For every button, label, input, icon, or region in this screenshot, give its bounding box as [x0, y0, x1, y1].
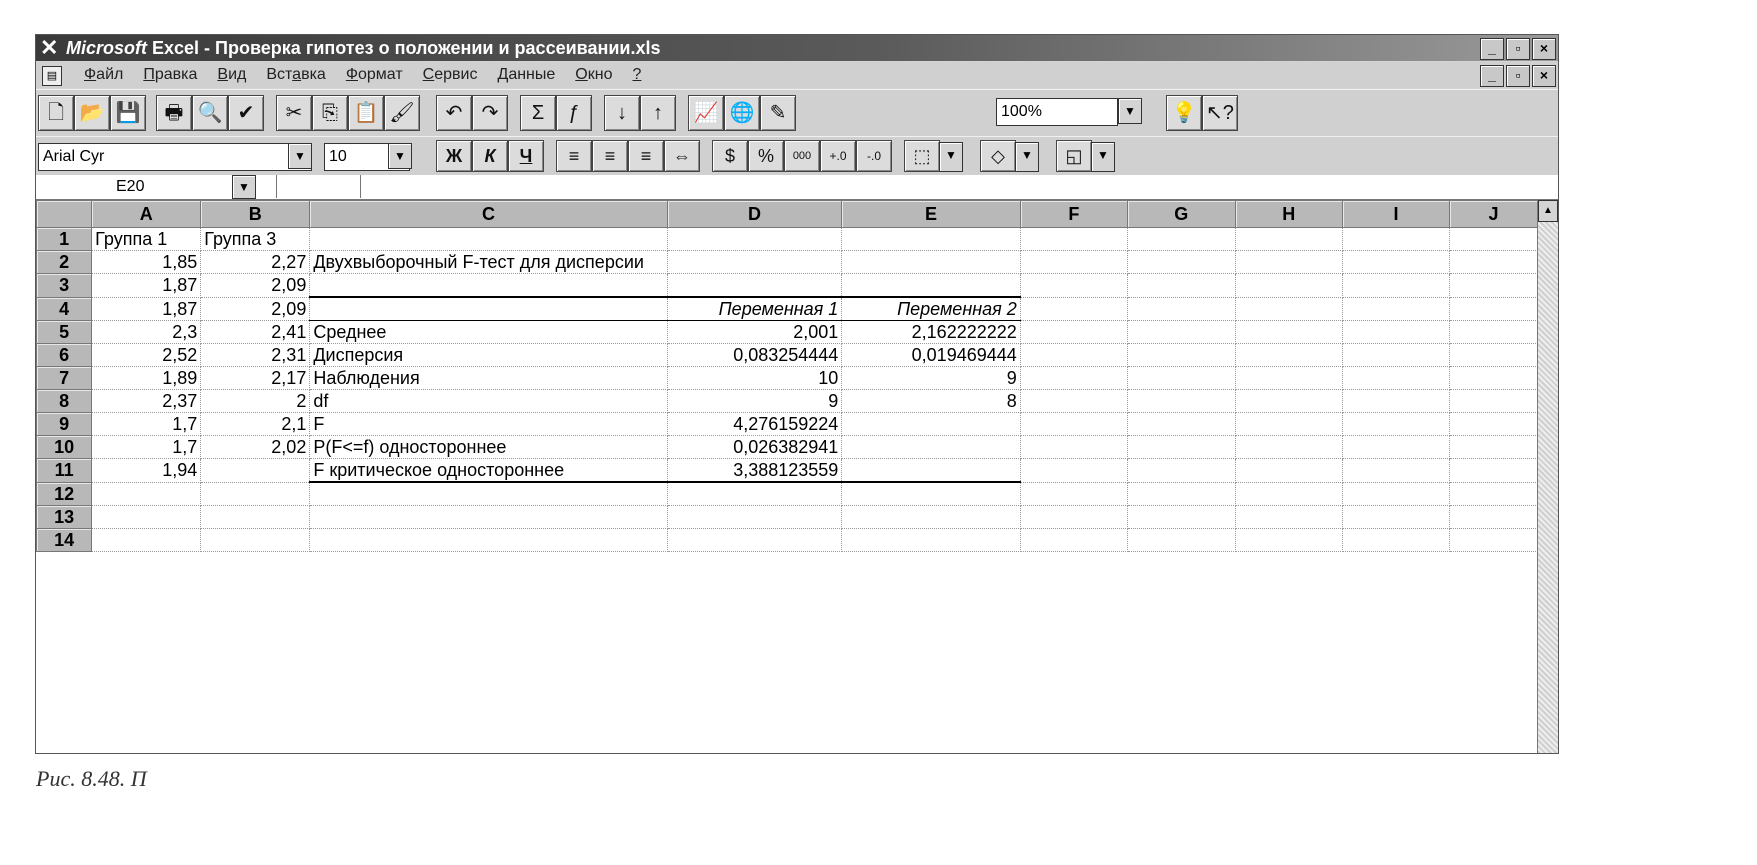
sort-ascending-icon[interactable]: ↓ — [604, 95, 640, 131]
cell-g[interactable] — [1128, 228, 1235, 251]
column-header[interactable]: A — [92, 201, 201, 228]
cell-j[interactable] — [1450, 321, 1538, 344]
cell-b[interactable]: Группа 3 — [201, 228, 310, 251]
cell-j[interactable] — [1450, 413, 1538, 436]
cell-j[interactable] — [1450, 228, 1538, 251]
cell-h[interactable] — [1235, 390, 1342, 413]
cell-a[interactable]: 1,7 — [92, 413, 201, 436]
cell-d[interactable]: 0,083254444 — [667, 344, 842, 367]
cell-j[interactable] — [1450, 529, 1538, 552]
cell-d[interactable] — [667, 251, 842, 274]
row-header[interactable]: 3 — [37, 274, 92, 298]
menu-item[interactable]: Правка — [143, 66, 198, 83]
align-right-icon[interactable]: ≡ — [628, 140, 664, 172]
column-header[interactable]: J — [1450, 201, 1538, 228]
save-icon[interactable]: 💾 — [110, 95, 146, 131]
table-row — [37, 274, 1538, 298]
table-row — [37, 251, 1538, 274]
cell-e[interactable] — [842, 251, 1020, 274]
help-icon[interactable]: ↖? — [1202, 95, 1238, 131]
cell-g[interactable] — [1128, 297, 1235, 321]
paste-icon[interactable]: 📋 — [348, 95, 384, 131]
excel-icon: ✕ — [40, 35, 59, 60]
fill-dropdown-icon[interactable]: ▼ — [1015, 142, 1039, 172]
decrease-decimal-icon[interactable]: -.0 — [856, 140, 892, 172]
doc-close-button[interactable]: × — [1532, 65, 1556, 87]
cell-g[interactable] — [1128, 390, 1235, 413]
row-header[interactable]: 1 — [37, 228, 92, 251]
cell-h[interactable] — [1235, 228, 1342, 251]
cell-d[interactable]: 2,001 — [667, 321, 842, 344]
cell-f[interactable] — [1020, 506, 1127, 529]
table-row — [37, 482, 1538, 506]
formula-input[interactable] — [360, 175, 1558, 198]
cell-a[interactable]: 2,52 — [92, 344, 201, 367]
italic-button[interactable]: К — [472, 140, 508, 172]
cell-h[interactable] — [1235, 321, 1342, 344]
cell-b[interactable]: 2,02 — [201, 436, 310, 459]
cell-d[interactable]: Переменная 1 — [667, 297, 842, 321]
undo-icon[interactable]: ↶ — [436, 95, 472, 131]
cell-b[interactable]: 2 — [201, 390, 310, 413]
cell-g[interactable] — [1128, 274, 1235, 298]
row-header[interactable]: 7 — [37, 367, 92, 390]
cell-b[interactable]: 2,09 — [201, 274, 310, 298]
cell-e[interactable]: 8 — [842, 390, 1020, 413]
cell-f[interactable] — [1020, 228, 1127, 251]
row-header[interactable]: 14 — [37, 529, 92, 552]
cell-j[interactable] — [1450, 297, 1538, 321]
cell-i[interactable] — [1342, 274, 1449, 298]
table-row — [37, 228, 1538, 251]
cell-c[interactable]: Среднее — [310, 321, 667, 344]
document-controls — [1480, 65, 1556, 87]
cell-c[interactable]: F критическое одностороннее — [310, 459, 667, 483]
cell-g[interactable] — [1128, 367, 1235, 390]
formatting-toolbar — [36, 136, 1558, 176]
cell-d[interactable]: 3,388123559 — [667, 459, 842, 483]
cell-e[interactable]: 0,019469444 — [842, 344, 1020, 367]
cell-c[interactable]: F — [310, 413, 667, 436]
align-left-icon[interactable]: ≡ — [556, 140, 592, 172]
cell-d[interactable] — [667, 506, 842, 529]
copy-icon[interactable]: ⎘ — [312, 95, 348, 131]
cell-a[interactable] — [92, 529, 201, 552]
cell-i[interactable] — [1342, 344, 1449, 367]
table-row — [37, 321, 1538, 344]
borders-icon[interactable]: ⬚ — [904, 140, 940, 172]
cell-f[interactable] — [1020, 274, 1127, 298]
row-header[interactable]: 10 — [37, 436, 92, 459]
cell-e[interactable]: 9 — [842, 367, 1020, 390]
cell-c[interactable] — [310, 228, 667, 251]
cell-i[interactable] — [1342, 321, 1449, 344]
font-color-dropdown-icon[interactable]: ▼ — [1091, 142, 1115, 172]
cell-i[interactable] — [1342, 390, 1449, 413]
cell-i[interactable] — [1342, 367, 1449, 390]
cell-c[interactable]: Дисперсия — [310, 344, 667, 367]
bold-button[interactable]: Ж — [436, 140, 472, 172]
cell-g[interactable] — [1128, 436, 1235, 459]
increase-decimal-icon[interactable]: +.0 — [820, 140, 856, 172]
menu-item[interactable]: Вставка — [266, 66, 326, 83]
table-row — [37, 413, 1538, 436]
row-header[interactable]: 4 — [37, 297, 92, 321]
menu-item[interactable]: Сервис — [422, 66, 478, 83]
cell-c[interactable] — [310, 274, 667, 298]
size-dropdown-icon[interactable]: ▼ — [388, 143, 412, 169]
table-row — [37, 529, 1538, 552]
cell-c[interactable] — [310, 506, 667, 529]
minimize-button[interactable]: _ — [1480, 38, 1504, 60]
fill-color-icon[interactable]: ◇ — [980, 140, 1016, 172]
cell-f[interactable] — [1020, 459, 1127, 483]
cell-b[interactable]: 2,27 — [201, 251, 310, 274]
cell-e[interactable] — [842, 413, 1020, 436]
menu-bar — [36, 62, 1558, 88]
cell-a[interactable]: 1,7 — [92, 436, 201, 459]
row-header[interactable]: 6 — [37, 344, 92, 367]
name-box-dropdown-icon[interactable]: ▼ — [232, 175, 256, 199]
formula-bar — [36, 175, 1558, 200]
cell-h[interactable] — [1235, 459, 1342, 483]
cell-f[interactable] — [1020, 413, 1127, 436]
cell-g[interactable] — [1128, 251, 1235, 274]
cell-e[interactable]: Переменная 2 — [842, 297, 1020, 321]
cell-g[interactable] — [1128, 413, 1235, 436]
borders-dropdown-icon[interactable]: ▼ — [939, 142, 963, 172]
row-header[interactable]: 9 — [37, 413, 92, 436]
cell-i[interactable] — [1342, 413, 1449, 436]
cell-j[interactable] — [1450, 367, 1538, 390]
row-header[interactable]: 2 — [37, 251, 92, 274]
redo-icon[interactable]: ↷ — [472, 95, 508, 131]
autosum-icon[interactable]: Σ — [520, 95, 556, 131]
font-name-select[interactable]: Arial Cyr — [38, 143, 312, 171]
vertical-scrollbar[interactable] — [1537, 200, 1558, 753]
cell-c[interactable]: Наблюдения — [310, 367, 667, 390]
cell-d[interactable] — [667, 482, 842, 506]
menu-items — [84, 62, 641, 88]
figure-caption: Рис. 8.48. П — [36, 766, 147, 791]
column-header[interactable]: H — [1235, 201, 1342, 228]
menu-item[interactable]: Файл — [84, 66, 124, 83]
doc-restore-button[interactable]: ▫ — [1506, 65, 1530, 87]
column-header[interactable]: D — [667, 201, 842, 228]
cell-a[interactable]: 2,3 — [92, 321, 201, 344]
print-preview-icon[interactable]: 🔍 — [192, 95, 228, 131]
cell-c[interactable] — [310, 297, 667, 321]
table-row — [37, 506, 1538, 529]
new-document-icon[interactable]: 🗋 — [38, 95, 74, 131]
row-header[interactable]: 12 — [37, 482, 92, 506]
format-painter-icon[interactable]: 🖌 — [384, 95, 420, 131]
tip-wizard-icon[interactable]: 💡 — [1166, 95, 1202, 131]
cell-e[interactable] — [842, 436, 1020, 459]
underline-button[interactable]: Ч — [508, 140, 544, 172]
cell-h[interactable] — [1235, 506, 1342, 529]
column-header[interactable]: I — [1342, 201, 1449, 228]
cell-g[interactable] — [1128, 459, 1235, 483]
cell-i[interactable] — [1342, 529, 1449, 552]
percent-button[interactable]: % — [748, 140, 784, 172]
menu-item[interactable]: ? — [632, 66, 642, 83]
row-header[interactable]: 8 — [37, 390, 92, 413]
table-row — [37, 459, 1538, 483]
cell-h[interactable] — [1235, 251, 1342, 274]
cell-f[interactable] — [1020, 367, 1127, 390]
cell-f[interactable] — [1020, 482, 1127, 506]
cell-j[interactable] — [1450, 436, 1538, 459]
menu-item[interactable]: Данные — [497, 66, 556, 83]
cell-d[interactable] — [667, 274, 842, 298]
menu-item[interactable]: Формат — [345, 66, 403, 83]
table-row — [37, 367, 1538, 390]
merge-center-icon[interactable]: ⇔ — [664, 140, 700, 172]
cell-i[interactable] — [1342, 228, 1449, 251]
cut-icon[interactable]: ✂ — [276, 95, 312, 131]
cell-b[interactable]: 2,17 — [201, 367, 310, 390]
spelling-icon[interactable]: ✔ — [228, 95, 264, 131]
chart-wizard-icon[interactable]: 📈 — [688, 95, 724, 131]
document-icon[interactable]: ▤ — [42, 66, 62, 86]
cell-b[interactable]: 2,31 — [201, 344, 310, 367]
cell-f[interactable] — [1020, 436, 1127, 459]
cell-j[interactable] — [1450, 459, 1538, 483]
cell-b[interactable]: 2,1 — [201, 413, 310, 436]
select-all-corner[interactable] — [37, 201, 92, 228]
font-size-select[interactable]: 10 — [324, 143, 410, 171]
cell-j[interactable] — [1450, 482, 1538, 506]
menu-item[interactable]: Вид — [217, 66, 247, 83]
table-row — [37, 344, 1538, 367]
cell-h[interactable] — [1235, 482, 1342, 506]
cell-i[interactable] — [1342, 459, 1449, 483]
doc-minimize-button[interactable]: _ — [1480, 65, 1504, 87]
menu-item[interactable]: Окно — [575, 66, 613, 83]
cell-c[interactable]: Двухвыборочный F-тест для дисперсии — [310, 251, 667, 274]
column-header[interactable]: F — [1020, 201, 1127, 228]
maximize-button[interactable]: ▫ — [1506, 38, 1530, 60]
cell-a[interactable]: 2,37 — [92, 390, 201, 413]
cell-b[interactable]: 2,09 — [201, 297, 310, 321]
map-icon[interactable]: 🌐 — [724, 95, 760, 131]
scroll-up-icon[interactable]: ▲ — [1538, 200, 1558, 222]
cell-i[interactable] — [1342, 436, 1449, 459]
cell-e[interactable]: 2,162222222 — [842, 321, 1020, 344]
cell-f[interactable] — [1020, 344, 1127, 367]
cell-j[interactable] — [1450, 274, 1538, 298]
cell-d[interactable]: 10 — [667, 367, 842, 390]
cell-f[interactable] — [1020, 251, 1127, 274]
cell-g[interactable] — [1128, 482, 1235, 506]
cell-h[interactable] — [1235, 274, 1342, 298]
cell-j[interactable] — [1450, 251, 1538, 274]
print-icon[interactable]: 🖶 — [156, 95, 192, 131]
cell-i[interactable] — [1342, 506, 1449, 529]
table-row — [37, 297, 1538, 321]
cell-d[interactable]: 9 — [667, 390, 842, 413]
cell-e[interactable] — [842, 274, 1020, 298]
font-color-icon[interactable]: ◱ — [1056, 140, 1092, 172]
cell-h[interactable] — [1235, 297, 1342, 321]
thousands-separator-button[interactable]: 000 — [784, 140, 820, 172]
cell-a[interactable] — [92, 506, 201, 529]
standard-toolbar — [36, 89, 1558, 137]
column-header[interactable]: B — [201, 201, 310, 228]
table-row — [37, 436, 1538, 459]
cell-i[interactable] — [1342, 482, 1449, 506]
cell-a[interactable]: 1,87 — [92, 274, 201, 298]
title-bar — [36, 35, 1558, 61]
cell-i[interactable] — [1342, 297, 1449, 321]
cell-e[interactable] — [842, 529, 1020, 552]
zoom-select[interactable]: 100% — [996, 98, 1118, 126]
window-controls — [1480, 38, 1556, 60]
cell-h[interactable] — [1235, 367, 1342, 390]
cell-h[interactable] — [1235, 344, 1342, 367]
worksheet-grid — [36, 200, 1538, 753]
cell-g[interactable] — [1128, 529, 1235, 552]
cell-a[interactable]: 1,85 — [92, 251, 201, 274]
cell-h[interactable] — [1235, 529, 1342, 552]
currency-icon[interactable]: $ — [712, 140, 748, 172]
cell-a[interactable]: 1,94 — [92, 459, 201, 483]
cell-g[interactable] — [1128, 344, 1235, 367]
cell-d[interactable]: 4,276159224 — [667, 413, 842, 436]
window-title: Microsoft Excel - Проверка гипотез о положении и рассеивании.xls — [66, 38, 661, 58]
cell-j[interactable] — [1450, 344, 1538, 367]
cell-b[interactable] — [201, 506, 310, 529]
cell-h[interactable] — [1235, 413, 1342, 436]
align-center-icon[interactable]: ≡ — [592, 140, 628, 172]
table-row — [37, 390, 1538, 413]
excel-window — [35, 34, 1559, 754]
cell-e[interactable] — [842, 228, 1020, 251]
cell-c[interactable]: P(F<=f) одностороннее — [310, 436, 667, 459]
cell-a[interactable] — [92, 482, 201, 506]
open-folder-icon[interactable]: 📂 — [74, 95, 110, 131]
cell-f[interactable] — [1020, 390, 1127, 413]
cell-d[interactable] — [667, 529, 842, 552]
cell-a[interactable]: 1,87 — [92, 297, 201, 321]
row-header[interactable]: 5 — [37, 321, 92, 344]
cell-a[interactable]: 1,89 — [92, 367, 201, 390]
cell-g[interactable] — [1128, 506, 1235, 529]
cell-e[interactable] — [842, 459, 1020, 483]
font-dropdown-icon[interactable]: ▼ — [288, 143, 312, 169]
cell-f[interactable] — [1020, 529, 1127, 552]
sort-descending-icon[interactable]: ↑ — [640, 95, 676, 131]
cell-h[interactable] — [1235, 436, 1342, 459]
column-header[interactable]: E — [842, 201, 1020, 228]
cell-e[interactable] — [842, 506, 1020, 529]
row-header[interactable]: 11 — [37, 459, 92, 483]
name-box[interactable]: E20 — [36, 175, 277, 198]
zoom-dropdown-icon[interactable]: ▼ — [1118, 98, 1142, 124]
cell-a[interactable]: Группа 1 — [92, 228, 201, 251]
drawing-icon[interactable]: ✎ — [760, 95, 796, 131]
cell-j[interactable] — [1450, 390, 1538, 413]
cell-c[interactable]: df — [310, 390, 667, 413]
close-button[interactable]: × — [1532, 38, 1556, 60]
cell-b[interactable] — [201, 459, 310, 483]
cell-c[interactable] — [310, 529, 667, 552]
cell-f[interactable] — [1020, 297, 1127, 321]
cell-b[interactable]: 2,41 — [201, 321, 310, 344]
cell-b[interactable] — [201, 482, 310, 506]
cell-e[interactable] — [842, 482, 1020, 506]
cell-b[interactable] — [201, 529, 310, 552]
cell-i[interactable] — [1342, 251, 1449, 274]
function-wizard-icon[interactable]: ƒ — [556, 95, 592, 131]
column-header[interactable]: G — [1128, 201, 1235, 228]
cell-g[interactable] — [1128, 321, 1235, 344]
column-header[interactable]: C — [310, 201, 667, 228]
cell-d[interactable]: 0,026382941 — [667, 436, 842, 459]
row-header[interactable]: 13 — [37, 506, 92, 529]
cell-c[interactable] — [310, 482, 667, 506]
cell-d[interactable] — [667, 228, 842, 251]
cell-f[interactable] — [1020, 321, 1127, 344]
cell-j[interactable] — [1450, 506, 1538, 529]
